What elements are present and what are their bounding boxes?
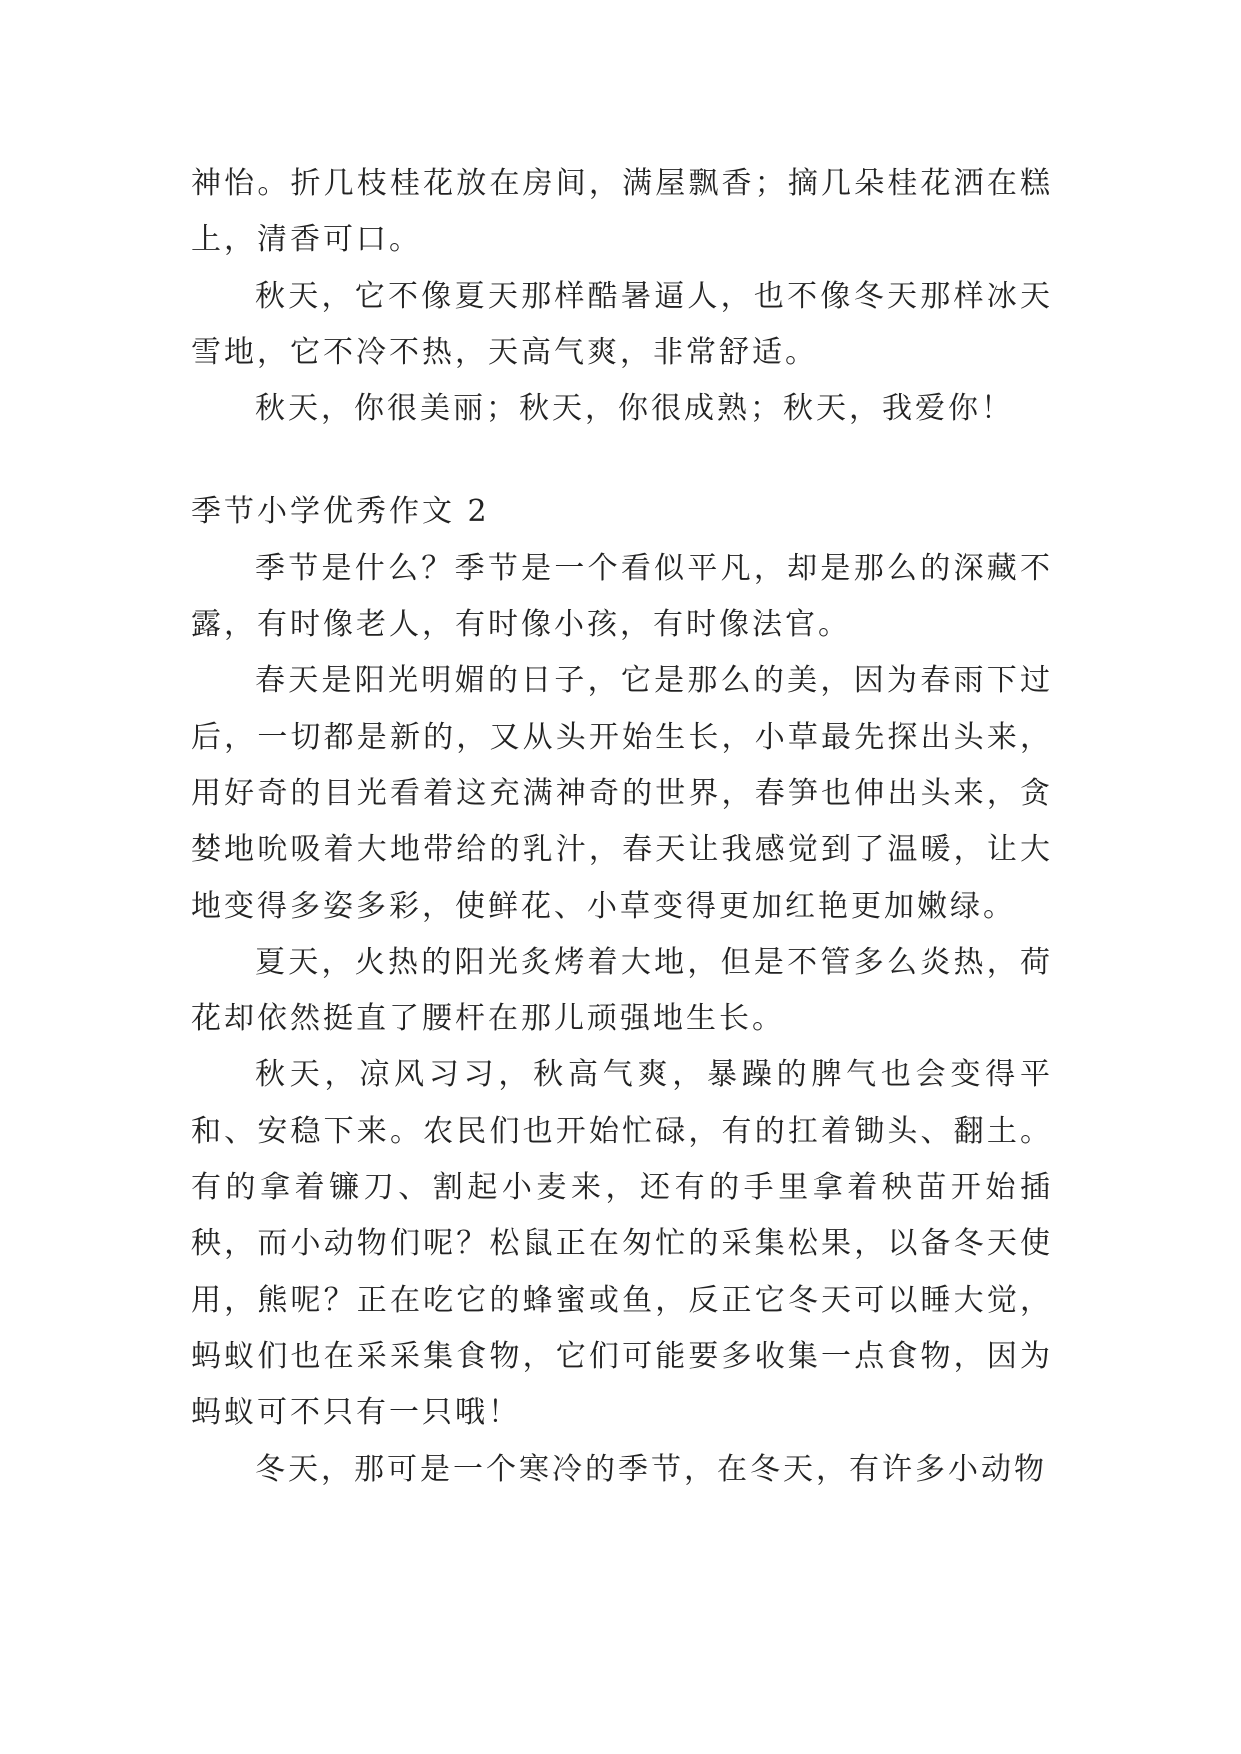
paragraph-winter: 冬天，那可是一个寒冷的季节，在冬天，有许多小动物 [255, 1451, 1047, 1487]
paragraph-summer: 夏天，火热的阳光炙烤着大地，但是不管多么炎热，荷花却依然挺直了腰杆在那儿顽强地生长。 [191, 944, 1053, 1037]
paragraph-autumn-comfort: 秋天，它不像夏天那样酷暑逼人，也不像冬天那样冰天雪地，它不冷不热，天高气爽，非常舒适。 [191, 278, 1053, 370]
paragraph-autumn-love: 秋天，你很美丽；秋天，你很成熟；秋天，我爱你！ [255, 391, 1014, 427]
section-title: 季节小学优秀作文 2 [191, 494, 490, 530]
paragraph-what-is-season: 季节是什么？季节是一个看似平凡，却是那么的深藏不露，有时像老人，有时像小孩，有时像法官。 [191, 550, 1053, 643]
document-body [191, 156, 1053, 1498]
paragraph-autumn: 秋天，凉风习习，秋高气爽，暴躁的脾气也会变得平和、安稳下来。农民们也开始忙碌，有的扛着锄头、翻土。有的拿着镰刀、割起小麦来，还有的手里拿着秧苗开始插秧，而小动物们呢？松鼠正在匆忙的采集松果，以备冬天使用，熊呢？正在吃它的蜂蜜或鱼，反正它冬天可以睡大觉，蚂蚁们也在采采集食物，它们可能要多收集一点食物，因为蚂蚁可不只有一只哦！ [191, 1057, 1053, 1431]
paragraph-spring: 春天是阳光明媚的日子，它是那么的美，因为春雨下过后，一切都是新的，又从头开始生长，小草最先探出头来，用好奇的目光看着这充满神奇的世界，春笋也伸出头来，贪婪地吮吸着大地带给的乳汁，春天让我感觉到了温暖，让大地变得多姿多彩，使鲜花、小草变得更加红艳更加嫩绿。 [191, 663, 1053, 924]
paragraph-continued: 神怡。折几枝桂花放在房间，满屋飘香；摘几朵桂花洒在糕上，清香可口。 [191, 166, 1053, 258]
